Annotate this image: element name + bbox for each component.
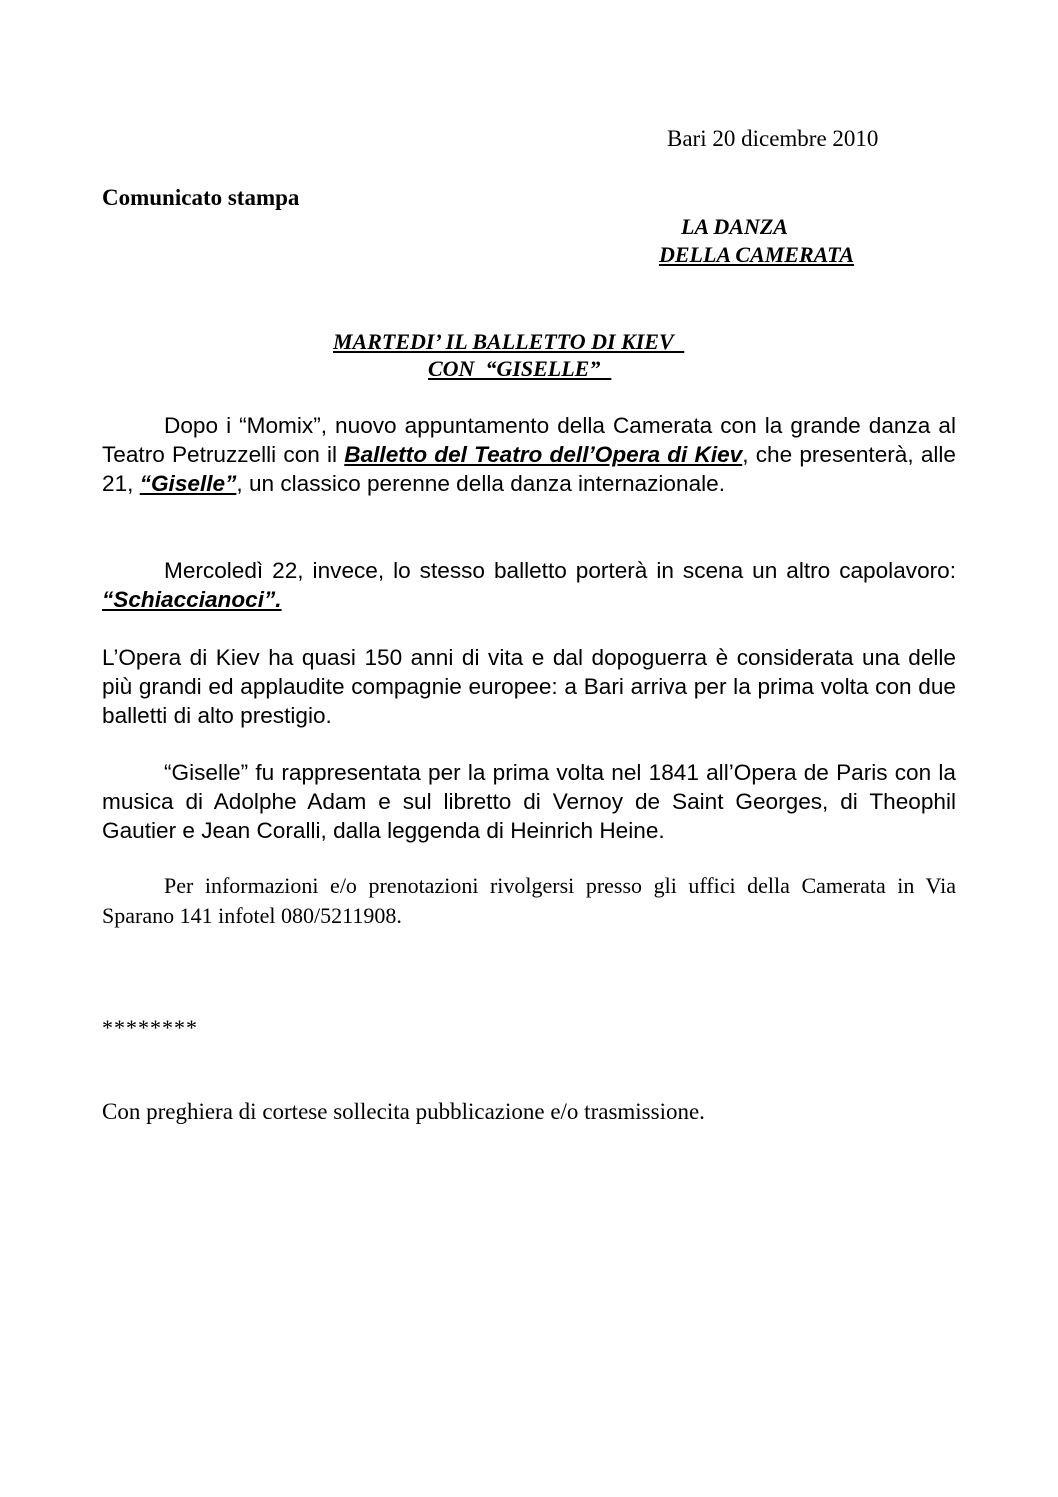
rubric-line-1: LA DANZA (681, 214, 788, 239)
paragraph-intro (102, 411, 956, 498)
headline-line-1: MARTEDI’ IL BALLETTO DI KIEV (333, 329, 685, 354)
document-date: Bari 20 dicembre 2010 (667, 126, 879, 151)
closing-note: Con preghiera di cortese sollecita pubblicazione e/o trasmissione. (102, 1099, 705, 1124)
ballet-title-giselle: “Giselle” (139, 471, 237, 496)
separator: ******** (102, 1015, 198, 1040)
headline-line-2: CON “GISELLE” (428, 356, 612, 381)
paragraph-giselle (102, 758, 956, 845)
paragraph-intro-end: , un classico perenne della danza internazionale. (236, 471, 725, 496)
paragraph-intro-text: Dopo i “Momix”, nuovo appuntamento della Camerata con la grande danza al Teatro Petruzzelli con il (102, 413, 956, 467)
ballet-title-schiaccianoci: “Schiaccianoci”. (102, 587, 282, 612)
paragraph-giselle-text: “Giselle” fu rappresentata per la prima volta nel 1841 all’Opera de Paris con la musica di Adolphe Adam e sul libretto di Vernoy de Saint Georges, di Theophil Gautier e Jean Coralli, dalla leggenda di Heinrich Heine. (102, 760, 956, 843)
paragraph-info-text: Per informazioni e/o prenotazioni rivolgersi presso gli uffici della Camerata in Via Sparano 141 infotel 080/5211908. (102, 873, 956, 928)
paragraph-info (102, 871, 956, 931)
paragraph-intro-middle: , che presenterà, alle 21, (102, 442, 956, 496)
paragraph-second-show (102, 556, 956, 614)
company-name: Balletto del Teatro dell’Opera di Kiev (344, 442, 743, 467)
paragraph-history: L’Opera di Kiev ha quasi 150 anni di vita e dal dopoguerra è considerata una delle più grandi ed applaudite compagnie europee: a Bari arriva per la prima volta con due balletti di alto prestigio. (102, 645, 956, 728)
document-type-label: Comunicato stampa (102, 185, 300, 210)
rubric-line-2: DELLA CAMERATA (659, 242, 855, 267)
paragraph-second-show-text: Mercoledì 22, invece, lo stesso balletto porterà in scena un altro capolavoro: (164, 558, 956, 583)
